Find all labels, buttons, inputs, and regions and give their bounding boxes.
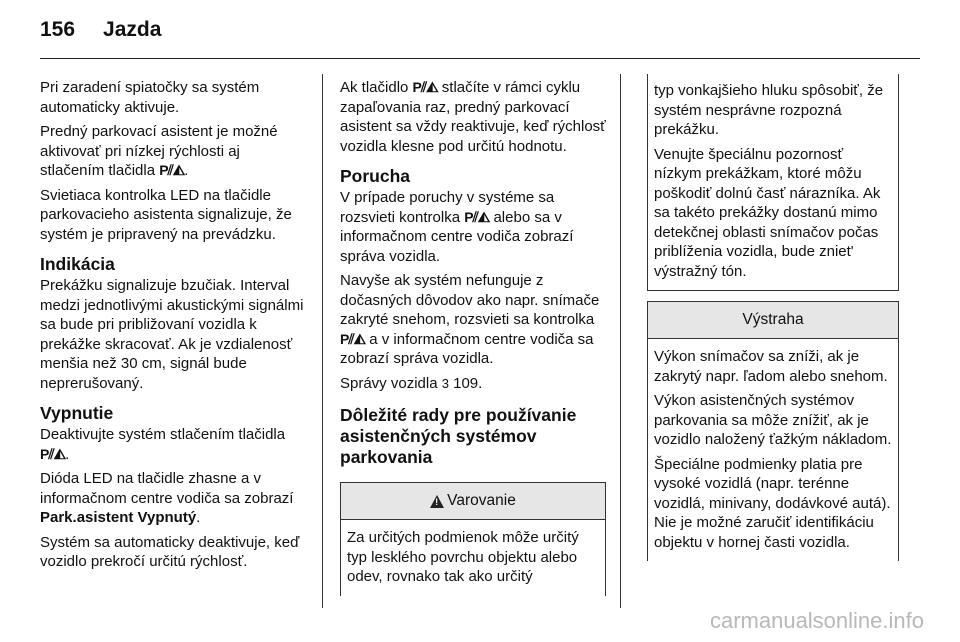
column-2 bbox=[340, 78, 606, 596]
warning-title: Varovanie bbox=[447, 492, 516, 510]
text: . bbox=[196, 509, 201, 526]
park-assist-icon: P⫽◭ bbox=[40, 445, 66, 462]
park-assist-icon: P⫽◭ bbox=[340, 330, 366, 347]
paragraph: Prekážku signalizuje bzučiak. Interval medzi jednotlivými akustickými signálmi sa bude pri približovaní vozidla k prekážke skracovať. Ak je vzdialenosť menšia než 30 cm, signál bude neprerušovaný. bbox=[40, 277, 304, 392]
warning-box-continued bbox=[647, 74, 899, 291]
column-divider-1 bbox=[322, 74, 323, 608]
paragraph bbox=[340, 188, 606, 266]
heading-indikacia: Indikácia bbox=[40, 254, 115, 274]
paragraph: Pri zaradení spiatočky sa systém automaticky aktivuje. bbox=[40, 79, 260, 116]
warning-text: Za určitých podmienok môže určitý typ lesklého povrchu objektu alebo odev, rovnako tak ako určitý bbox=[347, 529, 579, 585]
warning-text: Venujte špeciálnu pozornosť nízkym prekážkam, ktoré môžu poškodiť dolnú časť nárazníka. Ak sa takéto prekážky dostanú mimo detekčnej oblasti snímačov počas priblíženia vozidla, bude zniet' výstražný tón. bbox=[654, 145, 881, 280]
warning-box bbox=[340, 482, 606, 596]
heading-vypnutie: Vypnutie bbox=[40, 403, 114, 423]
page-header bbox=[40, 18, 161, 48]
paragraph bbox=[40, 469, 308, 528]
text: Správy vozidla bbox=[340, 374, 442, 392]
paragraph bbox=[40, 122, 308, 181]
header-rule bbox=[40, 58, 920, 59]
text: Navyše ak systém nefunguje z dočasných dôvodov ako napr. snímače zakryté snehom, rozsvieti sa kontrolka bbox=[340, 272, 600, 328]
text: Dióda LED na tlačidle zhasne a v informačnom centre vodiča sa zobrazí bbox=[40, 470, 294, 507]
text: Predný parkovací asistent je možné aktivovať pri nízkej rýchlosti aj stlačením tlačidla bbox=[40, 123, 278, 179]
paragraph: Svietiaca kontrolka LED na tlačidle parkovacieho asistenta signalizuje, že systém je pripravený na prevádzku. bbox=[40, 186, 292, 243]
heading-rady: Dôležité rady pre používanie asistenčných systémov parkovania bbox=[340, 405, 577, 467]
park-assist-icon: P⫽◭ bbox=[464, 208, 490, 225]
caution-text: Výkon asistenčných systémov parkovania sa môže znížiť, ak je vozidlo naložený ťažkým nákladom. bbox=[654, 392, 892, 448]
text: . bbox=[65, 445, 70, 463]
section-title: Jazda bbox=[103, 18, 162, 41]
column-divider-2 bbox=[620, 74, 621, 608]
caution-text: Špeciálne podmienky platia pre vysoké vozidlá (napr. terénne vozidlá, minivany, dodávkové autá). Nie je možné zaručiť identifikáciu objektu v hornej časti vozidla. bbox=[654, 455, 891, 551]
park-assist-icon: P⫽◭ bbox=[412, 79, 438, 95]
column-1 bbox=[40, 78, 308, 577]
warning-text: typ vonkajšieho hluku spôsobiť, že systém nesprávne rozpozná prekážku. bbox=[654, 82, 884, 138]
warning-body bbox=[341, 520, 605, 596]
caution-header bbox=[648, 302, 898, 339]
text: Deaktivujte systém stlačením tlačidla bbox=[40, 426, 286, 443]
paragraph bbox=[340, 374, 606, 394]
paragraph: Systém sa automaticky deaktivuje, keď vozidlo prekročí určitú rýchlosť. bbox=[40, 533, 300, 570]
warning-body-continued bbox=[648, 74, 898, 290]
text: V prípade poruchy v systéme sa rozsvieti kontrolka bbox=[340, 189, 555, 226]
warning-triangle-icon bbox=[430, 495, 444, 508]
column-3 bbox=[647, 74, 899, 561]
text: Ak tlačidlo bbox=[340, 79, 413, 96]
caution-box bbox=[647, 301, 899, 561]
heading-porucha: Porucha bbox=[340, 166, 411, 186]
text: . bbox=[184, 162, 189, 179]
paragraph bbox=[40, 425, 308, 464]
text: stlačíte v rámci cyklu zapaľovania raz, predný parkovací asistent sa vždy reaktivuje, keď rýchlosť vozidla klesne pod určitú hodnotu. bbox=[340, 79, 606, 155]
text: alebo sa v informačnom centre vodiča zobrazí správa vozidla. bbox=[340, 208, 574, 265]
text: a v informačnom centre vodiča sa zobrazí správa vozidla. bbox=[340, 330, 594, 367]
warning-header bbox=[341, 483, 605, 520]
caution-body bbox=[648, 339, 898, 561]
caution-title: Výstraha bbox=[742, 311, 804, 329]
page-ref-arrow-icon: 3 bbox=[441, 375, 449, 391]
display-message: Park.asistent Vypnutý bbox=[40, 509, 197, 526]
page-number: 156 bbox=[40, 18, 76, 41]
text: 109. bbox=[448, 374, 483, 392]
caution-text: Výkon snímačov sa zníži, ak je zakrytý napr. ľadom alebo snehom. bbox=[654, 348, 888, 385]
paragraph bbox=[340, 271, 606, 369]
watermark: carmanualsonline.info bbox=[709, 608, 924, 633]
park-assist-icon: P⫽◭ bbox=[159, 162, 185, 178]
paragraph bbox=[340, 78, 606, 156]
